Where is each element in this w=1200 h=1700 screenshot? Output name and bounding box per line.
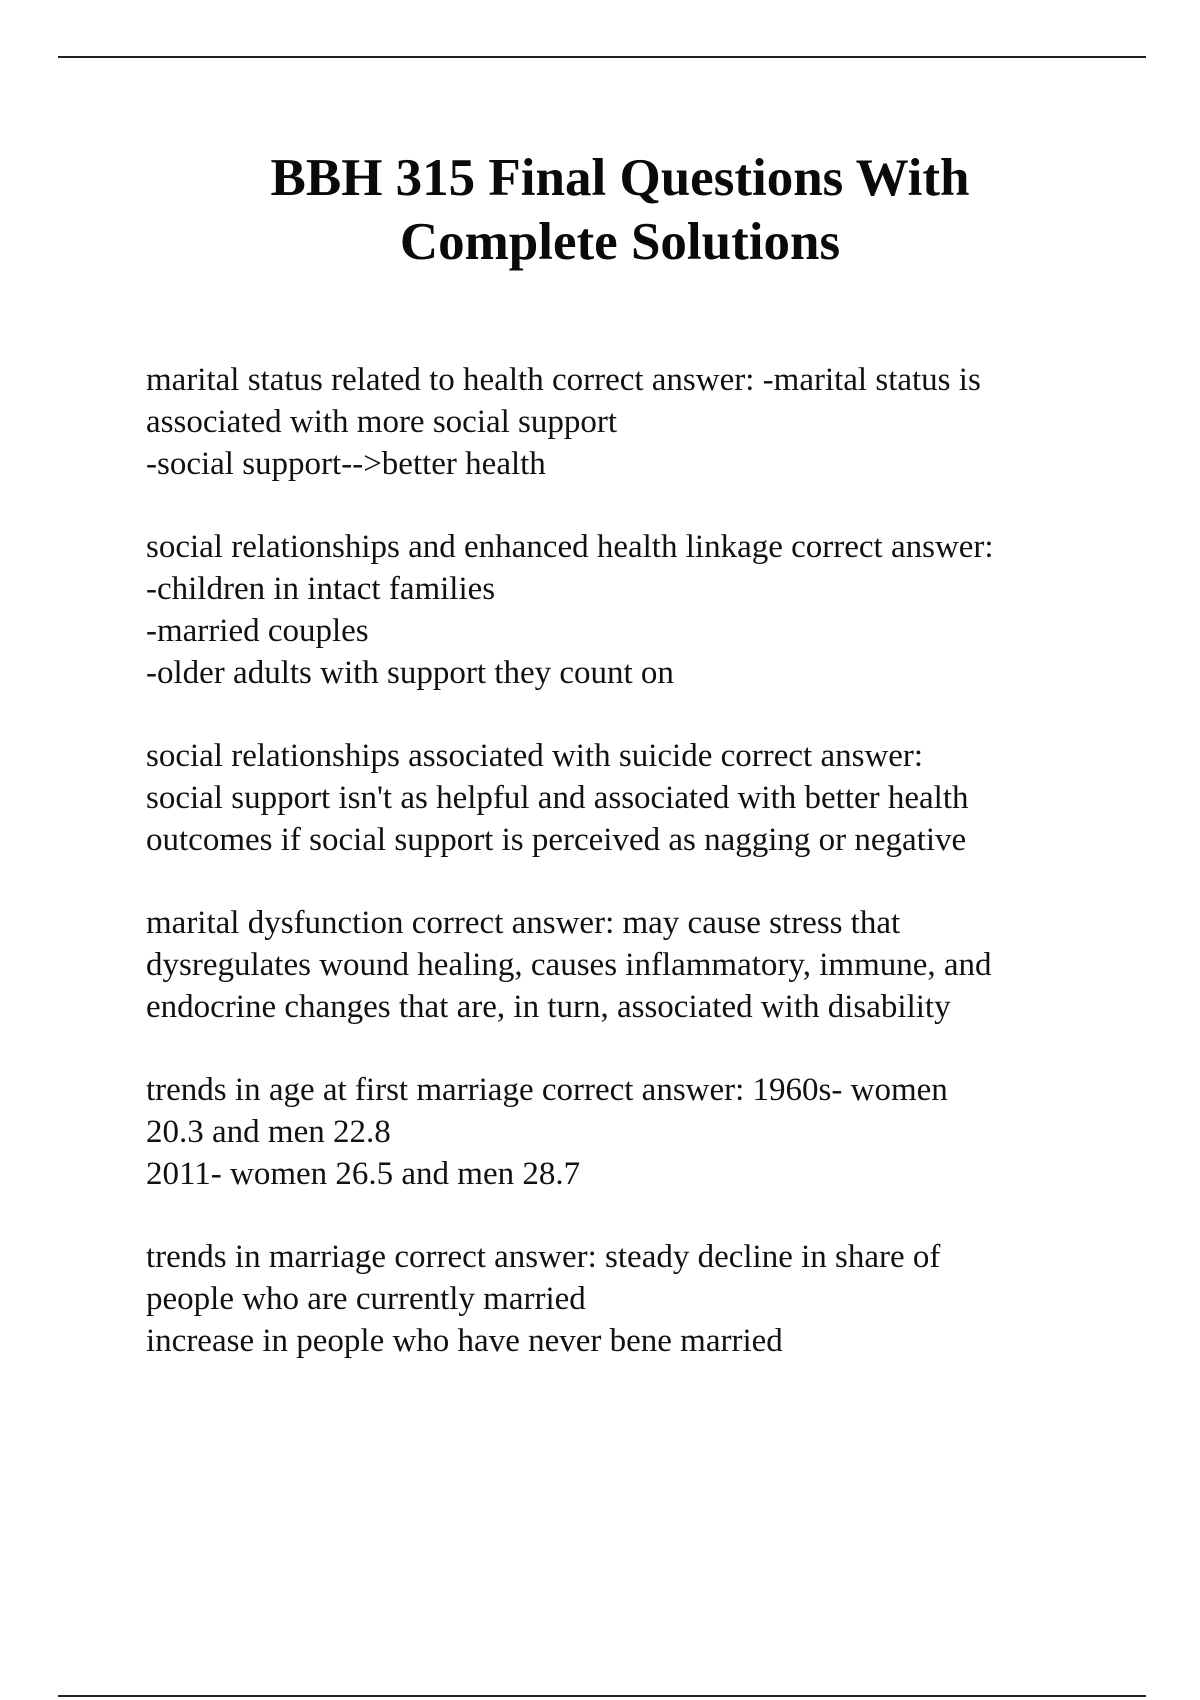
page-title <box>150 146 1090 274</box>
qa-line: associated with more social support <box>146 404 618 440</box>
qa-entry-social-relationships-suicide <box>146 735 1146 861</box>
qa-line: social relationships associated with suicide correct answer: <box>146 738 924 774</box>
qa-line: 2011- women 26.5 and men 28.7 <box>146 1156 581 1192</box>
qa-line: social support isn't as helpful and associated with better health <box>146 780 969 816</box>
qa-line: trends in age at first marriage correct answer: 1960s- women <box>146 1072 948 1108</box>
qa-line: outcomes if social support is perceived as nagging or negative <box>146 822 967 858</box>
qa-line: -married couples <box>146 613 369 649</box>
qa-entry-trends-marriage <box>146 1236 1146 1362</box>
qa-line: social relationships and enhanced health linkage correct answer: <box>146 529 994 565</box>
qa-line: endocrine changes that are, in turn, associated with disability <box>146 989 951 1025</box>
qa-line: dysregulates wound healing, causes inflammatory, immune, and <box>146 947 992 983</box>
qa-list <box>146 359 1146 1403</box>
title-line: BBH 315 Final Questions With <box>270 149 970 207</box>
qa-line: -social support-->better health <box>146 446 546 482</box>
qa-line: 20.3 and men 22.8 <box>146 1114 391 1150</box>
top-rule <box>58 56 1146 58</box>
qa-line: people who are currently married <box>146 1281 586 1317</box>
qa-line: marital dysfunction correct answer: may cause stress that <box>146 905 901 941</box>
qa-line: -children in intact families <box>146 571 496 607</box>
qa-line: -older adults with support they count on <box>146 655 674 691</box>
qa-entry-social-relationships-health <box>146 526 1146 694</box>
bottom-rule <box>58 1695 1146 1697</box>
qa-line: trends in marriage correct answer: steady decline in share of <box>146 1239 941 1275</box>
qa-line: increase in people who have never bene married <box>146 1323 783 1359</box>
title-line: Complete Solutions <box>399 213 841 271</box>
qa-entry-marital-status-health <box>146 359 1146 485</box>
qa-line: marital status related to health correct answer: -marital status is <box>146 362 981 398</box>
qa-entry-age-first-marriage <box>146 1069 1146 1195</box>
qa-entry-marital-dysfunction <box>146 902 1146 1028</box>
